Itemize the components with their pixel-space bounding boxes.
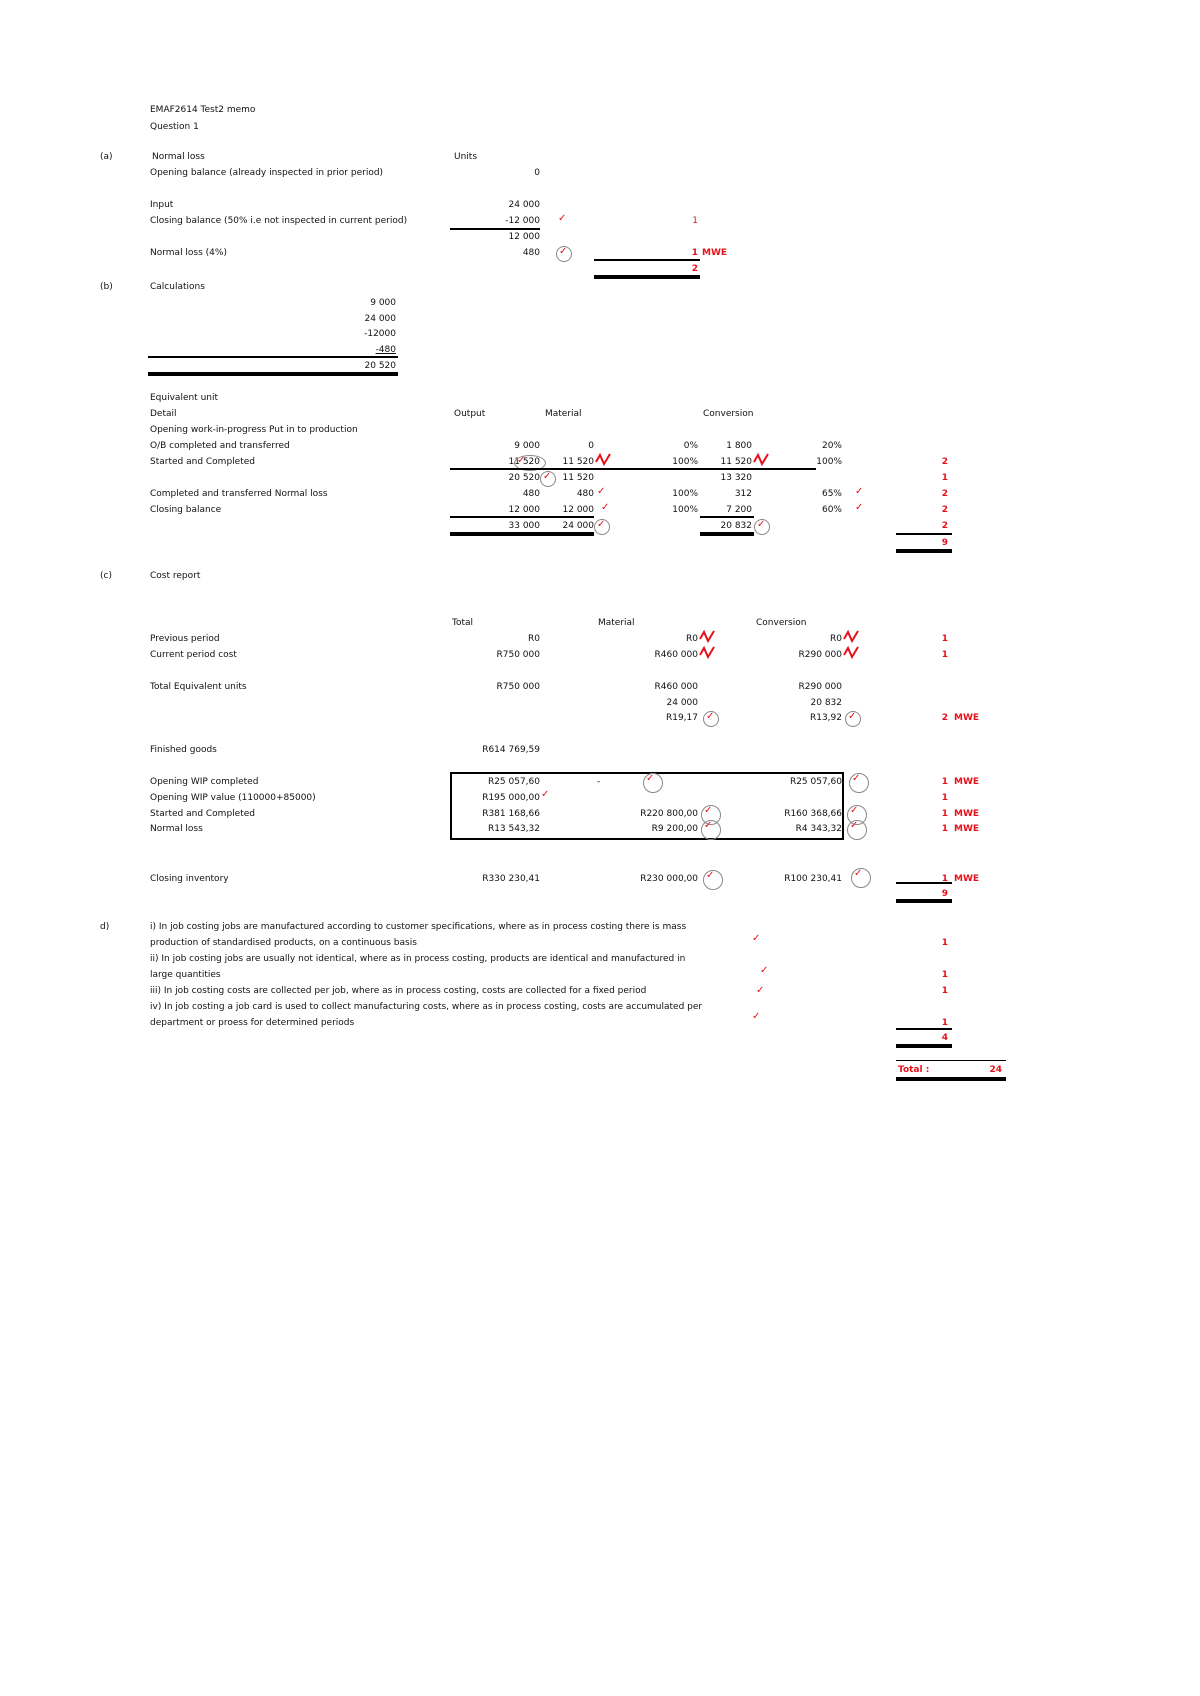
eu-material-pct: 100% — [672, 489, 698, 499]
eu-conversion-pct: 60% — [821, 505, 842, 515]
cost-mark: 1 — [941, 824, 948, 834]
circled-check-icon — [643, 773, 663, 793]
col-material: Material — [545, 409, 582, 419]
calc-value: -480 — [375, 345, 396, 355]
eu-conversion: 13 320 — [720, 473, 752, 483]
eu-conversion: 312 — [734, 489, 752, 499]
document-title: EMAF2614 Test2 memo — [150, 105, 256, 115]
eu-conversion-pct: 100% — [816, 457, 842, 467]
d-line: iv) In job costing a job card is used to collect manufacturing costs, where as in process costing, costs are accumulated per — [150, 1002, 703, 1012]
d-line: iii) In job costing costs are collected per job, where as in process costing, costs are collected for a fixed period — [150, 986, 647, 996]
divider — [148, 372, 398, 376]
eu-conversion: 11 520 — [720, 457, 752, 467]
c-subtotal: 9 — [941, 889, 948, 899]
question-label: Question 1 — [150, 122, 199, 132]
section-a-heading: Normal loss — [152, 152, 205, 162]
cost-total: R25 057,60 — [487, 777, 540, 787]
d-mark: 1 — [941, 938, 948, 948]
section-b-heading: Calculations — [150, 282, 205, 292]
check-icon: ✓ — [541, 789, 550, 800]
calc-value: 9 000 — [370, 298, 396, 308]
d-line: ii) In job costing jobs are usually not identical, where as in process costing, products are identical and manufactured in — [150, 954, 686, 964]
eu-conversion-pct: 65% — [821, 489, 842, 499]
eu-material-pct: 0% — [683, 441, 698, 451]
circled-check-icon — [845, 711, 861, 727]
cost-material: R460 000 — [654, 682, 698, 692]
cost-total: R381 168,66 — [482, 809, 540, 819]
units-header: Units — [454, 152, 478, 162]
mwe-label: MWE — [954, 874, 980, 884]
calc-value: 24 000 — [364, 314, 396, 324]
eu-material: 11 520 — [562, 457, 594, 467]
cost-material: R0 — [686, 634, 698, 644]
tick-mark-icon — [698, 645, 716, 661]
cost-mark: 1 — [941, 777, 948, 787]
circled-check-icon — [754, 519, 770, 535]
col-material: Material — [598, 618, 635, 628]
col-conversion: Conversion — [756, 618, 807, 628]
d-line: department or proess for determined periods — [150, 1018, 355, 1028]
eu-conversion-pct: 20% — [821, 441, 842, 451]
cost-row-label: Opening WIP completed — [150, 777, 259, 787]
eu-material: 0 — [588, 441, 594, 451]
check-icon: ✓ — [855, 502, 864, 513]
eu-output-total: 33 000 — [508, 521, 540, 531]
a-row-label: Input — [150, 200, 174, 210]
d-mark: 1 — [941, 1018, 948, 1028]
section-d-label: d) — [100, 922, 110, 932]
cost-row-label: Opening WIP value (110000+85000) — [150, 793, 316, 803]
cost-row-label: Started and Completed — [150, 809, 255, 819]
eu-row-label: Opening work-in-progress Put in to production — [150, 425, 358, 435]
section-c-label: (c) — [100, 571, 112, 581]
cost-conversion: R4 343,32 — [795, 824, 842, 834]
eu-conversion: 7 200 — [726, 505, 752, 515]
eu-material-pct: 100% — [672, 505, 698, 515]
eu-output: 11 520 — [508, 457, 540, 467]
check-icon: ✓ — [601, 502, 610, 513]
cost-material: R19,17 — [665, 713, 698, 723]
grand-total-label: Total : — [898, 1065, 930, 1075]
d-mark: 1 — [941, 986, 948, 996]
eu-mark: 2 — [941, 489, 948, 499]
divider — [896, 899, 952, 903]
eu-row-label: Completed and transferred Normal loss — [150, 489, 328, 499]
calc-value: -12000 — [364, 329, 396, 339]
d-line: large quantities — [150, 970, 221, 980]
divider — [896, 1044, 952, 1048]
col-output: Output — [454, 409, 486, 419]
eu-material: 12 000 — [562, 505, 594, 515]
divider — [450, 468, 816, 470]
calc-total: 20 520 — [364, 361, 396, 371]
eu-material: 480 — [576, 489, 594, 499]
divider — [450, 516, 594, 518]
cost-mark: 1 — [941, 793, 948, 803]
eu-title: Equivalent unit — [150, 393, 219, 403]
circled-check-icon — [703, 711, 719, 727]
a-mark: 1 — [691, 248, 698, 258]
cost-mark: 1 — [941, 634, 948, 644]
cost-conversion: R13,92 — [809, 713, 842, 723]
cost-total: R750 000 — [496, 682, 540, 692]
check-icon: ✓ — [558, 213, 567, 224]
grand-total-value: 24 — [989, 1065, 1002, 1075]
check-icon: ✓ — [597, 486, 606, 497]
mwe-label: MWE — [954, 777, 980, 787]
mwe-label: MWE — [954, 713, 980, 723]
a-row-value: 24 000 — [508, 200, 540, 210]
cost-conversion: R160 368,66 — [784, 809, 842, 819]
d-line: production of standardised products, on a continuous basis — [150, 938, 417, 948]
eu-row-label: Started and Completed — [150, 457, 255, 467]
cost-conversion: R25 057,60 — [789, 777, 842, 787]
divider — [896, 533, 952, 535]
a-row-value: -12 000 — [505, 216, 540, 226]
a-subtotal: 2 — [691, 264, 698, 274]
cost-material: R230 000,00 — [640, 874, 698, 884]
a-row-value: 12 000 — [508, 232, 540, 242]
check-icon: ✓ — [752, 933, 761, 944]
cost-total: R750 000 — [496, 650, 540, 660]
a-row-value: 0 — [534, 168, 540, 178]
cost-total: R13 543,32 — [487, 824, 540, 834]
eu-mark: 2 — [941, 505, 948, 515]
tick-mark-icon — [752, 452, 770, 468]
cost-total: R614 769,59 — [482, 745, 540, 755]
eu-conversion-total: 20 832 — [720, 521, 752, 531]
mwe-label: MWE — [702, 248, 728, 258]
eu-output: 480 — [522, 489, 540, 499]
check-icon: ✓ — [756, 985, 765, 996]
circled-check-icon — [556, 246, 572, 262]
divider — [594, 275, 700, 279]
tick-mark-icon — [842, 645, 860, 661]
circled-check-icon — [701, 820, 721, 840]
cost-total: R195 000,00 — [482, 793, 540, 803]
divider — [700, 532, 754, 536]
cost-row-label: Total Equivalent units — [150, 682, 247, 692]
a-row-label: Closing balance (50% i.e not inspected in current period) — [150, 216, 408, 226]
circled-check-icon — [703, 870, 723, 890]
divider — [896, 1077, 1006, 1081]
cost-mark: 1 — [941, 874, 948, 884]
divider — [896, 1028, 952, 1030]
tick-mark-icon — [594, 452, 612, 468]
cost-material: R460 000 — [654, 650, 698, 660]
circled-check-icon — [851, 868, 871, 888]
mwe-label: MWE — [954, 824, 980, 834]
circled-check-icon — [849, 773, 869, 793]
divider — [700, 516, 754, 518]
section-c-heading: Cost report — [150, 571, 201, 581]
cost-conversion: R100 230,41 — [784, 874, 842, 884]
cost-material: R9 200,00 — [651, 824, 698, 834]
cost-mark: 1 — [941, 809, 948, 819]
a-row-label: Normal loss (4%) — [150, 248, 227, 258]
circled-check-icon — [594, 519, 610, 535]
divider — [896, 549, 952, 553]
section-a-label: (a) — [100, 152, 113, 162]
a-mark: 1 — [692, 216, 698, 226]
a-row-label: Opening balance (already inspected in prior period) — [150, 168, 384, 178]
cost-row-label: Finished goods — [150, 745, 217, 755]
eu-row-label: O/B completed and transferred — [150, 441, 290, 451]
cost-conversion: R0 — [830, 634, 842, 644]
eu-mark: 1 — [941, 473, 948, 483]
cost-material: 24 000 — [666, 698, 698, 708]
d-subtotal: 4 — [941, 1033, 948, 1043]
cost-material: R220 800,00 — [640, 809, 698, 819]
tick-mark-icon — [842, 629, 860, 645]
divider — [896, 1060, 1006, 1061]
check-icon: ✓ — [752, 1011, 761, 1022]
circled-check-icon — [847, 820, 867, 840]
d-mark: 1 — [941, 970, 948, 980]
eu-output: 9 000 — [514, 441, 540, 451]
check-icon: ✓ — [855, 486, 864, 497]
mwe-label: MWE — [954, 809, 980, 819]
cost-row-label: Previous period — [150, 634, 220, 644]
cost-row-label: Current period cost — [150, 650, 237, 660]
check-icon: ✓ — [760, 965, 769, 976]
cost-total: R0 — [528, 634, 540, 644]
eu-row-label: Closing balance — [150, 505, 222, 515]
d-line: i) In job costing jobs are manufactured according to customer specifications, where as in process costing there is mass — [150, 922, 687, 932]
col-total: Total — [452, 618, 474, 628]
divider — [450, 228, 540, 230]
eu-mark: 2 — [941, 457, 948, 467]
section-b-label: (b) — [100, 282, 113, 292]
cost-mark: 2 — [941, 713, 948, 723]
cost-conversion: R290 000 — [798, 650, 842, 660]
eu-output: 20 520 — [508, 473, 540, 483]
cost-total: R330 230,41 — [482, 874, 540, 884]
col-detail: Detail — [150, 409, 177, 419]
cost-row-label: Closing inventory — [150, 874, 229, 884]
eu-conversion: 1 800 — [726, 441, 752, 451]
cost-row-label: Normal loss — [150, 824, 203, 834]
divider — [148, 356, 398, 358]
a-row-value: 480 — [522, 248, 540, 258]
eu-material-pct: 100% — [672, 457, 698, 467]
col-conversion: Conversion — [703, 409, 754, 419]
divider — [450, 532, 594, 536]
divider — [594, 259, 700, 261]
eu-material-total: 24 000 — [562, 521, 594, 531]
cost-conversion: R290 000 — [798, 682, 842, 692]
eu-mark: 2 — [941, 521, 948, 531]
b-subtotal: 9 — [941, 538, 948, 548]
tick-mark-icon — [698, 629, 716, 645]
cost-material: - — [597, 777, 601, 787]
eu-material: 11 520 — [562, 473, 594, 483]
cost-mark: 1 — [941, 650, 948, 660]
eu-output: 12 000 — [508, 505, 540, 515]
cost-conversion: 20 832 — [810, 698, 842, 708]
